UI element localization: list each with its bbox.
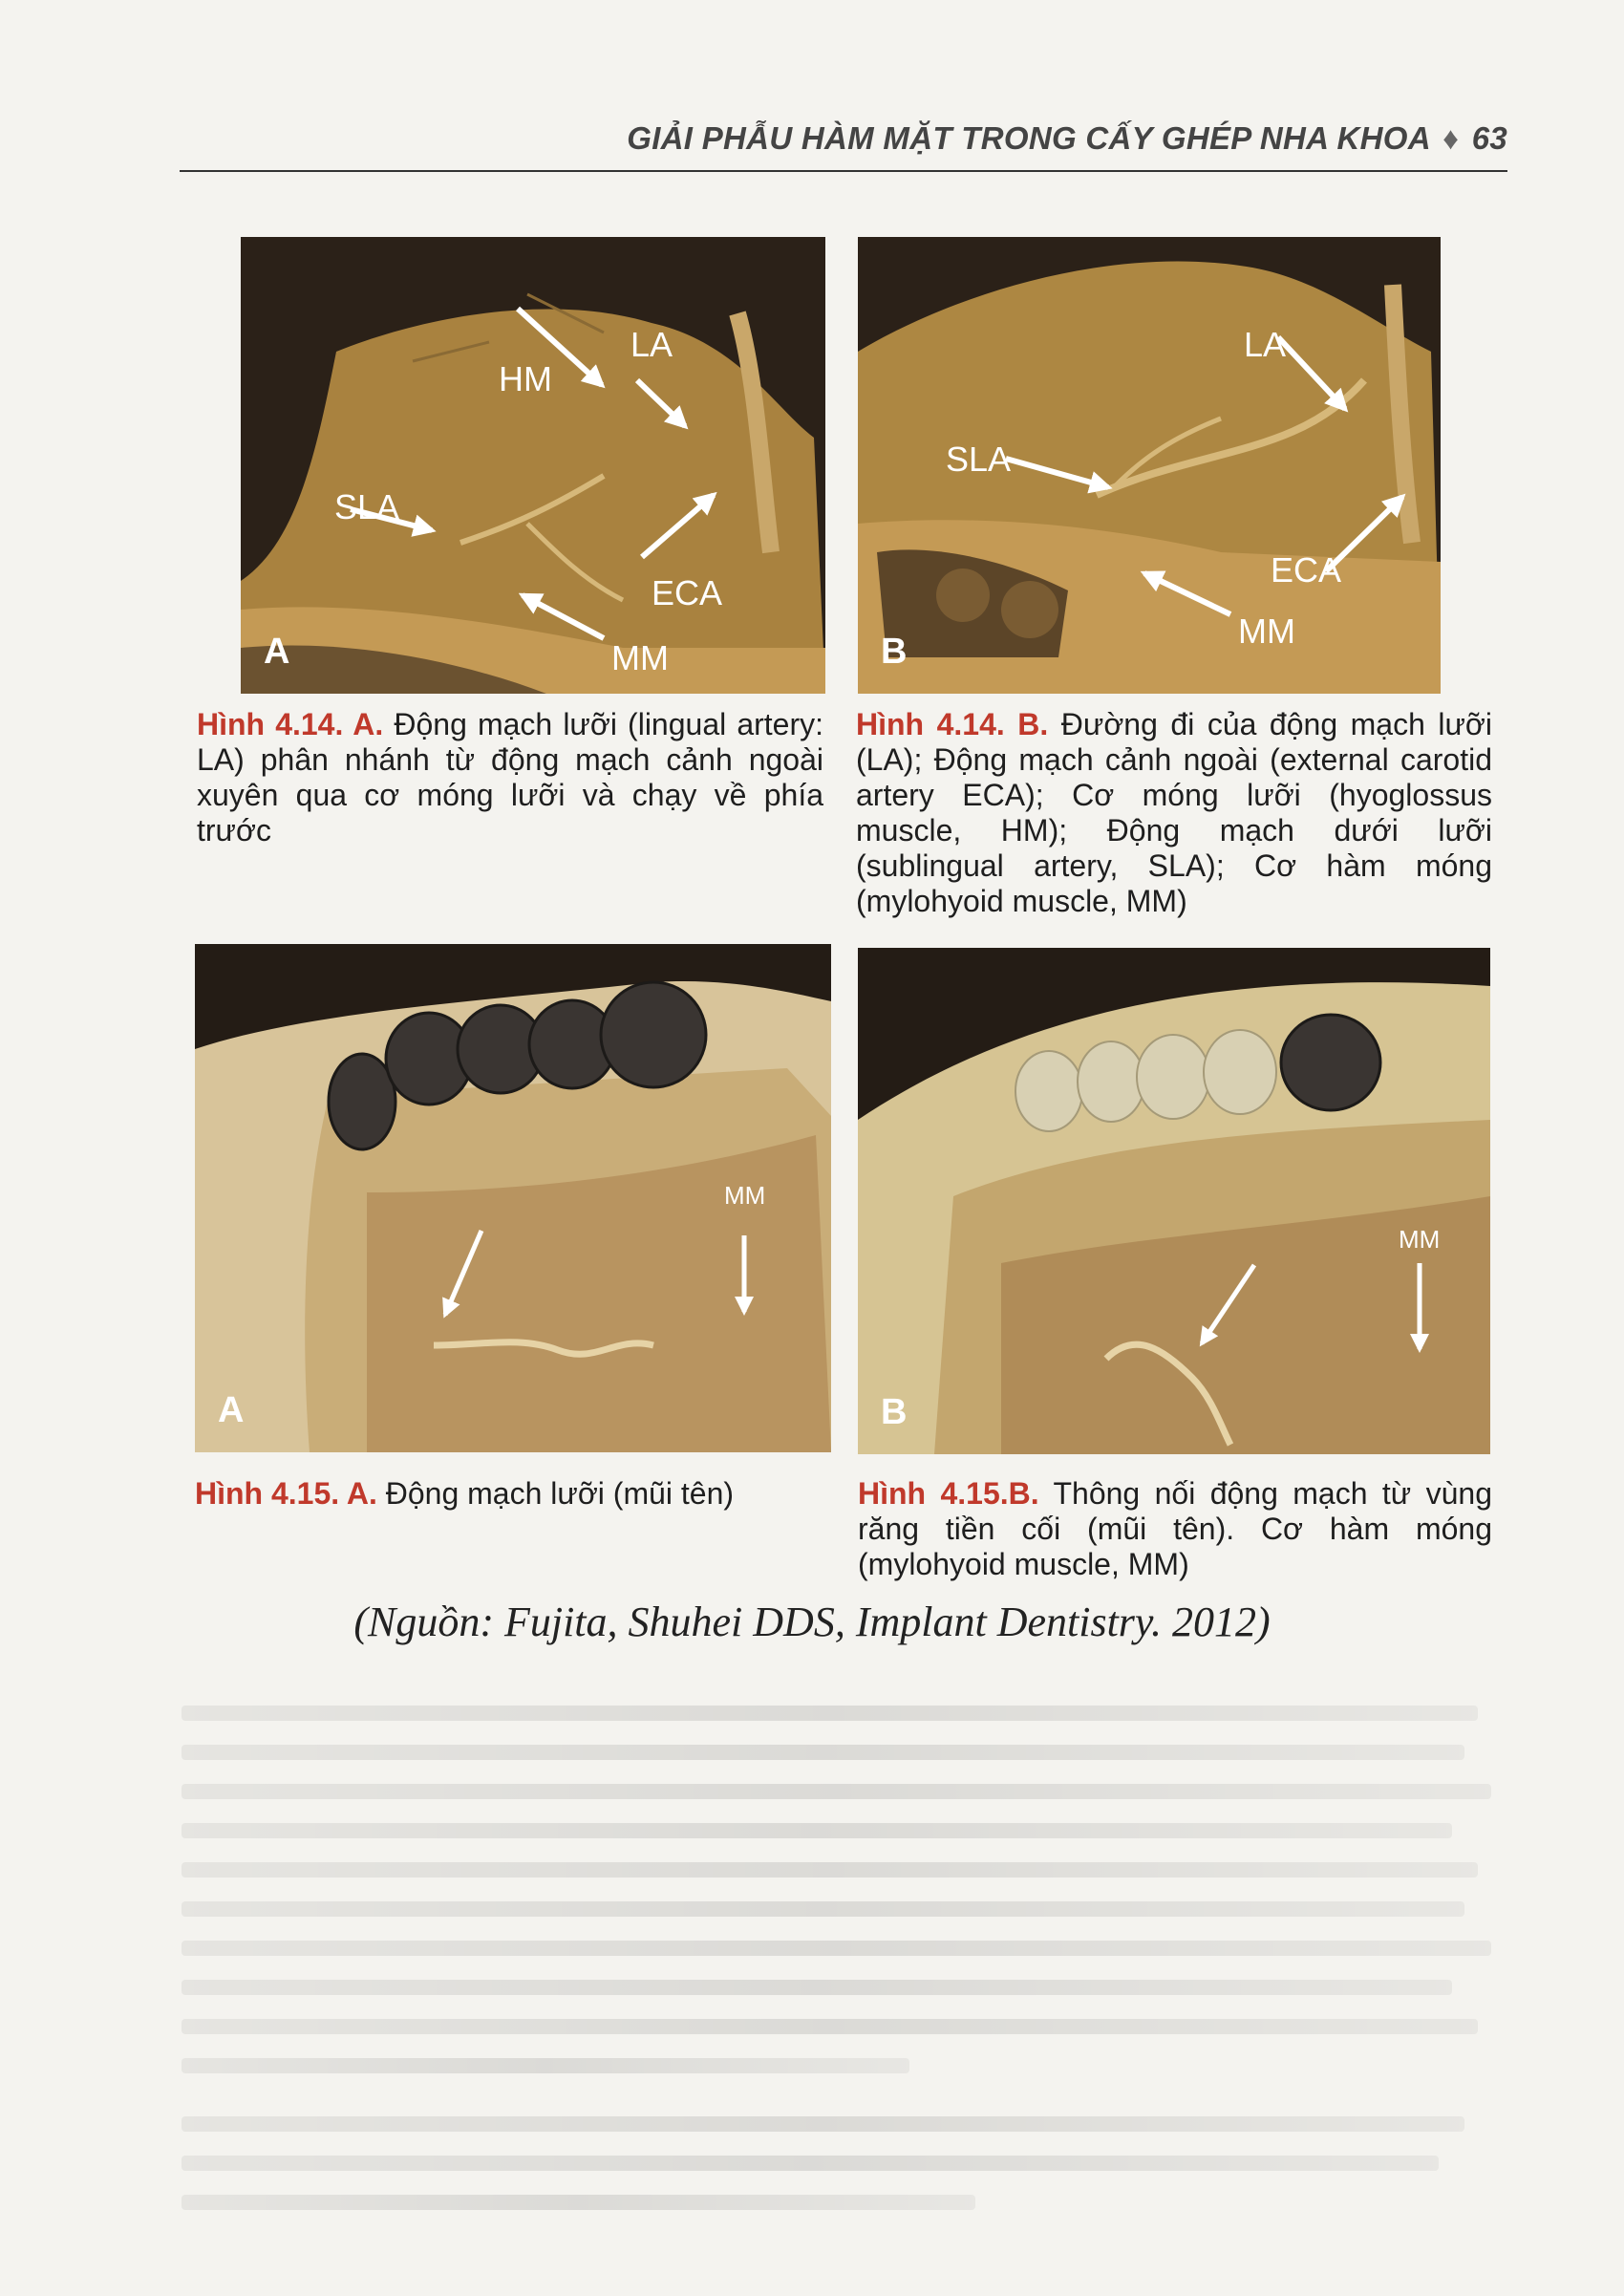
label-la: LA: [630, 325, 673, 364]
label-mm: MM: [611, 638, 669, 677]
figure-4-14-a-photo: [241, 237, 825, 694]
label-eca: ECA: [652, 573, 723, 612]
label-eca: ECA: [1271, 550, 1342, 590]
bleed-through-text-2: [182, 2116, 1505, 2234]
label-sla: SLA: [334, 487, 400, 526]
panel-letter: A: [264, 632, 290, 672]
caption-4-15-b: [858, 1476, 1492, 1582]
source-citation: (Nguồn: Fujita, Shuhei DDS, Implant Dentistry. 2012): [353, 1599, 1271, 1645]
dissection-illustration: [858, 948, 1490, 1454]
caption-text: Động mạch lưỡi (lingual artery: LA) phân nhánh từ động mạch cảnh ngoài xuyên qua cơ móng lưỡi và chạy về phía trước: [197, 707, 824, 848]
label-mm: MM: [1399, 1225, 1441, 1254]
caption-4-15-a: [195, 1476, 822, 1512]
label-sla: SLA: [946, 440, 1012, 479]
page-number: 63: [1471, 120, 1507, 156]
caption-ref: Hình 4.14. A.: [197, 707, 384, 741]
panel-letter: A: [218, 1390, 245, 1430]
caption-ref: Hình 4.15.B.: [858, 1476, 1039, 1511]
caption-text: Thông nối động mạch từ vùng răng tiền cối (mũi tên). Cơ hàm móng (mylohyoid muscle, MM): [858, 1476, 1492, 1581]
label-hm: HM: [499, 359, 552, 398]
figure-4-14-b-photo: [858, 237, 1441, 694]
figure-4-15-b-photo: [858, 948, 1490, 1454]
header-title: GIẢI PHẪU HÀM MẶT TRONG CẤY GHÉP NHA KHOA: [627, 120, 1430, 156]
label-mm: MM: [1238, 612, 1295, 651]
caption-4-14-a: [197, 707, 823, 848]
caption-ref: Hình 4.15. A.: [195, 1476, 377, 1511]
caption-4-14-b: [856, 707, 1492, 919]
bleed-through-text: [182, 1706, 1505, 2097]
caption-text: Động mạch lưỡi (mũi tên): [376, 1476, 735, 1511]
caption-text: Đường đi của động mạch lưỡi (LA); Động mạch cảnh ngoài (external carotid artery ECA); Cơ móng lưỡi (hyoglossus muscle, HM); Động mạch dưới lưỡi (sublingual artery, SLA); Cơ hàm móng (mylohyoid muscle, MM): [856, 707, 1492, 918]
caption-ref: Hình 4.14. B.: [856, 707, 1049, 741]
panel-letter: B: [881, 1392, 908, 1432]
running-header: [180, 120, 1507, 170]
label-mm: MM: [724, 1181, 766, 1210]
label-la: LA: [1244, 325, 1287, 364]
dissection-illustration: [241, 237, 825, 694]
header-rule: [180, 170, 1507, 172]
header-separator: ♦: [1442, 120, 1460, 156]
panel-letter: B: [881, 632, 908, 672]
figure-4-15-a-photo: [195, 944, 831, 1452]
